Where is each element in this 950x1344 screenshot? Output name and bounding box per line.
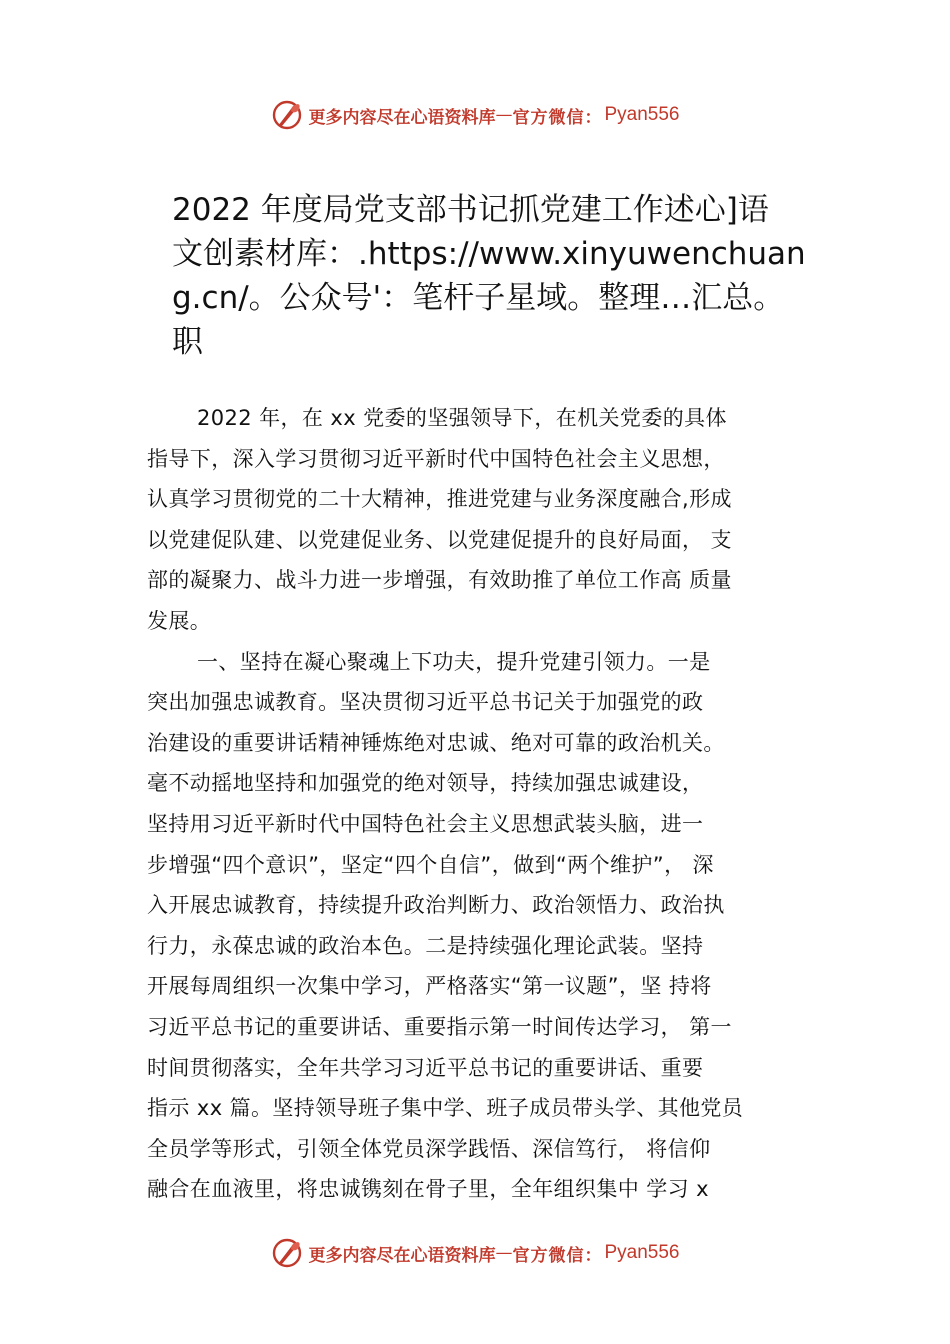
banner-main-text: 更多内容尽在心语资料库 [308,1245,496,1266]
quill-logo-icon [270,98,304,132]
body-line: 发展。 [147,608,212,633]
quill-logo-icon [270,1236,304,1270]
banner-wechat-id: Pyan556 [604,104,680,125]
body-line: 指示 xx 篇。坚持领导班子集中学、班子成员带头学、其他党员 [147,1096,744,1121]
title-line: 2022 年度局党支部书记抓党建工作述心]语 [172,192,769,228]
body-line: 突出加强忠诚教育。坚决贯彻习近平总书记关于加强党的政 [147,690,704,715]
document-title [172,188,857,364]
document-body [147,398,837,1210]
body-line: 2022 年，在 xx 党委的坚强领导下，在机关党委的具体 [197,406,727,430]
banner-wechat-label: 官方微信： [512,1245,603,1266]
body-line: 治建设的重要讲话精神锤炼绝对忠诚、绝对可靠的政治机关。 [147,730,725,755]
body-line: 毫不动摇地坚持和加强党的绝对领导，持续加强忠诚建设， [147,771,704,796]
body-line: 步增强“四个意识”，坚定“四个自信”，做到“两个维护”， 深 [147,852,714,877]
title-line: 职 [172,324,203,360]
body-line: 全员学等形式，引领全体党员深学践悟、深信笃行， 将信仰 [147,1136,711,1161]
body-line: 部的凝聚力、战斗力进一步增强，有效助推了单位工作高 质量 [147,568,732,593]
banner-dash: — [495,105,513,125]
title-line: 文创素材库：.https://www.xinyuwenchuan [172,236,806,272]
body-line: 一、坚持在凝心聚魂上下功夫，提升党建引领力。一是 [197,649,711,674]
footer-banner [0,1233,950,1273]
body-line: 习近平总书记的重要讲话、重要指示第一时间传达学习， 第一 [147,1014,732,1039]
body-line: 指导下，深入学习贯彻习近平新时代中国特色社会主义思想， [147,446,725,471]
body-line: 行力，永葆忠诚的政治本色。二是持续强化理论武装。坚持 [147,933,704,958]
body-line: 认真学习贯彻党的二十大精神，推进党建与业务深度融合,形成 [147,487,732,512]
banner-wechat-label: 官方微信： [512,107,603,128]
header-banner [0,95,950,135]
body-line: 以党建促队建、以党建促业务、以党建促提升的良好局面， 支 [147,527,732,552]
body-line: 融合在血液里，将忠诚镌刻在骨子里，全年组织集中 学习 x [147,1177,709,1202]
body-line: 开展每周组织一次集中学习，严格落实“第一议题”，坚 持将 [147,974,712,999]
body-line: 时间贯彻落实，全年共学习习近平总书记的重要讲话、重要 [147,1055,704,1080]
body-line: 入开展忠诚教育，持续提升政治判断力、政治领悟力、政治执 [147,893,725,918]
title-line: g.cn/。公众号'：笔杆子星域。整理…汇总。 [172,280,785,316]
body-line: 坚持用习近平新时代中国特色社会主义思想武装头脑，进一 [147,811,704,836]
banner-wechat-id: Pyan556 [604,1242,680,1263]
banner-main-text: 更多内容尽在心语资料库 [308,107,496,128]
banner-dash: — [495,1243,513,1263]
